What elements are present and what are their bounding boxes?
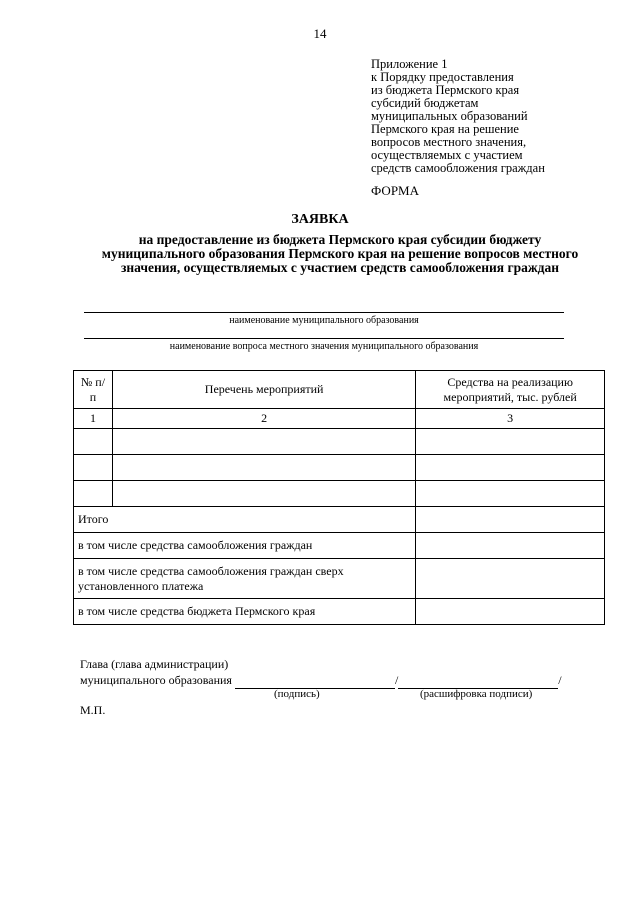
header-funds: Средства на реализацию мероприятий, тыс. рублей [416, 371, 605, 409]
table-cell[interactable] [112, 429, 415, 455]
signature-municipality: муниципального образования [80, 673, 232, 687]
table-row [74, 455, 605, 481]
table-row [74, 429, 605, 455]
total-row [74, 507, 605, 533]
column-number: 3 [416, 409, 605, 429]
signature-line-row [80, 673, 562, 689]
question-line[interactable] [84, 338, 564, 339]
table-cell[interactable] [416, 429, 605, 455]
appendix-block [371, 58, 611, 175]
appendix-line: Пермского края на решение [371, 122, 519, 136]
appendix-line: вопросов местного значения, [371, 135, 527, 149]
header-activities: Перечень мероприятий [112, 371, 415, 409]
signature-field[interactable] [235, 673, 395, 689]
decode-field[interactable] [398, 673, 558, 689]
appendix-line: муниципальных образований [371, 109, 528, 123]
table-header-row [74, 371, 605, 409]
document-subtitle: на предоставление из бюджета Пермского края субсидии бюджету муниципального образования Пермского края на решение вопросов местного значения, осуществляемых с участием средств самообложения граждан [101, 232, 579, 275]
total-label: Итого [74, 507, 416, 533]
forma-label: ФОРМА [371, 183, 419, 198]
appendix-line: осуществляемых с участием [371, 148, 523, 162]
question-caption: наименование вопроса местного значения муниципального образования [169, 341, 479, 352]
seal-label: М.П. [80, 703, 106, 717]
appendix-line: из бюджета Пермского края [371, 83, 520, 97]
column-number-row [74, 409, 605, 429]
page-number: 14 [313, 26, 327, 41]
header-number: № п/п [74, 371, 113, 409]
total-value-cell[interactable] [416, 507, 605, 533]
table-cell[interactable] [416, 455, 605, 481]
table-cell[interactable] [416, 481, 605, 507]
appendix-line: Приложение 1 [371, 57, 448, 71]
regional-budget-row [74, 599, 605, 625]
self-taxation-extra-row [74, 559, 605, 599]
decode-caption: (расшифровка подписи) [420, 688, 533, 700]
signature-title: Глава (глава администрации) [80, 657, 229, 671]
column-number: 1 [74, 409, 113, 429]
table-cell[interactable] [112, 481, 415, 507]
signature-separator: / [394, 673, 399, 687]
table-cell[interactable] [112, 455, 415, 481]
column-number: 2 [112, 409, 415, 429]
municipality-line[interactable] [84, 312, 564, 313]
self-taxation-label: в том числе средства самообложения граждан [74, 533, 416, 559]
request-table [73, 370, 605, 625]
self-taxation-value-cell[interactable] [416, 533, 605, 559]
self-taxation-row [74, 533, 605, 559]
signature-separator: / [558, 673, 562, 687]
appendix-line: к Порядку предоставления [371, 70, 514, 84]
document-title: ЗАЯВКА [291, 212, 349, 227]
table-cell[interactable] [74, 429, 113, 455]
self-taxation-extra-value-cell[interactable] [416, 559, 605, 599]
self-taxation-extra-label: в том числе средства самообложения граждан сверх установленного платежа [74, 559, 416, 599]
municipality-caption: наименование муниципального образования [229, 315, 419, 326]
appendix-line: субсидий бюджетам [371, 96, 479, 110]
table-cell[interactable] [74, 481, 113, 507]
appendix-line: средств самообложения граждан [371, 161, 545, 175]
regional-budget-value-cell[interactable] [416, 599, 605, 625]
regional-budget-label: в том числе средства бюджета Пермского края [74, 599, 416, 625]
table-row [74, 481, 605, 507]
table-cell[interactable] [74, 455, 113, 481]
signature-caption: (подпись) [274, 688, 320, 700]
